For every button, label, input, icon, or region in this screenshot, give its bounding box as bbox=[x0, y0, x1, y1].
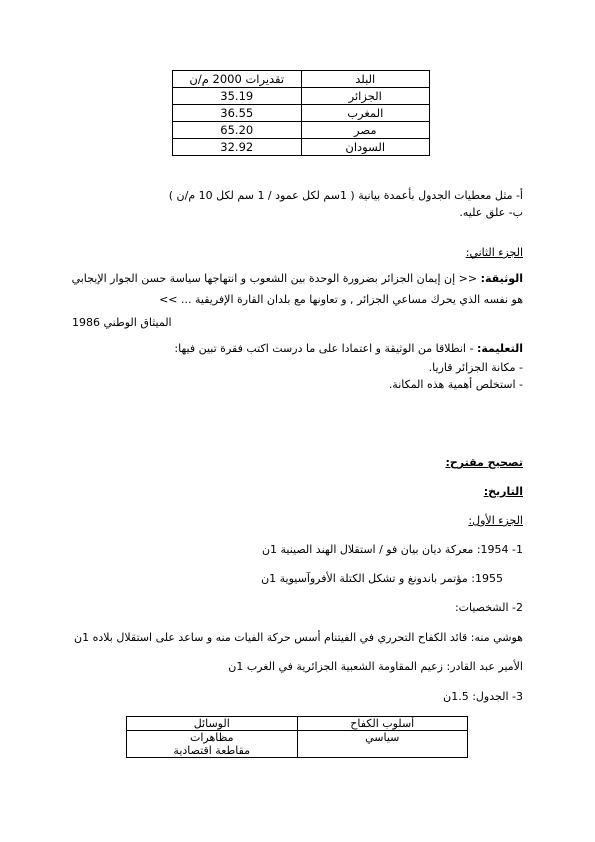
instruction-label: التعليمة: bbox=[476, 342, 523, 355]
question-a: أ- مثل معطيات الجدول بأعمدة بيانية ( 1سم لكل عمود / 1 سم لكل 10 م/ن ) bbox=[168, 189, 523, 202]
table-cell bbox=[297, 731, 468, 758]
history-heading: التاريخ: bbox=[483, 485, 523, 498]
instruction-line bbox=[174, 342, 523, 355]
struggle-table bbox=[126, 716, 468, 758]
table-header-cell: أسلوب الكفاح bbox=[297, 717, 468, 731]
answer1-line-2: 1955: مؤتمر باندونغ و تشكل الكتلة الأفروآسيوية 1ن bbox=[261, 572, 503, 585]
table-row bbox=[173, 122, 430, 139]
table-header-cell: البلد bbox=[301, 71, 430, 88]
document-text-1: << إن إيمان الجزائر بضرورة الوحدة بين الشعوب و انتهاجها سياسة حسن الجوار الإيجابي bbox=[71, 272, 478, 285]
answer2-heading: 2- الشخصيات: bbox=[454, 601, 523, 614]
table-cell bbox=[127, 731, 298, 758]
table-cell: 32.92 bbox=[173, 139, 302, 156]
table-cell: المغرب bbox=[301, 105, 430, 122]
correction-heading: تصحيح مقترح: bbox=[445, 456, 523, 469]
population-table bbox=[172, 70, 430, 156]
table-cell: 65.20 bbox=[173, 122, 302, 139]
part1-heading: الجزء الأول: bbox=[468, 514, 523, 527]
document-line-1 bbox=[72, 272, 523, 285]
instruction-item-2: - استخلص أهمية هذه المكانة. bbox=[388, 378, 523, 391]
table-cell: 36.55 bbox=[173, 105, 302, 122]
table-row bbox=[173, 88, 430, 105]
answer2-line-2: الأمير عبد القادر: زعيم المقاومة الشعبية الجزائرية في الغرب 1ن bbox=[228, 660, 523, 673]
table-header-row bbox=[127, 717, 468, 731]
table-cell: الجزائر bbox=[301, 88, 430, 105]
document-source: الميثاق الوطني 1986 bbox=[72, 316, 172, 329]
answer2-line-1: هوشي منه: قائد الكفاح التحرري في الفيتنام أسس حركة الفيات منه و ساعد على استقلال بلاده 1ن bbox=[74, 631, 523, 644]
question-b: ب- علق عليه. bbox=[459, 206, 523, 219]
document-label: الوثيقة: bbox=[480, 272, 523, 285]
table-row bbox=[127, 731, 468, 758]
cell-line: سياسي bbox=[365, 731, 400, 744]
instruction-item-1: - مكانة الجزائر قاريا. bbox=[428, 361, 523, 374]
part2-heading: الجزء الثاني: bbox=[465, 246, 523, 259]
table-header-cell: تقديرات 2000 م/ن bbox=[173, 71, 302, 88]
table-header-row bbox=[173, 71, 430, 88]
table-row bbox=[173, 139, 430, 156]
table-cell: مصر bbox=[301, 122, 430, 139]
table-cell: السودان bbox=[301, 139, 430, 156]
cell-line: مقاطعة اقتصادية bbox=[173, 744, 251, 757]
answer3-heading: 3- الجدول: 1.5ن bbox=[443, 690, 523, 703]
cell-line: مظاهرات bbox=[189, 731, 234, 744]
table-cell: 35.19 bbox=[173, 88, 302, 105]
answer1-line-1: 1- 1954: معركة ديان بيان فو / استقلال الهند الصينية 1ن bbox=[261, 543, 523, 556]
document-line-2: هو نفسه الذي يحرك مساعي الجزائر , و تعاونها مع بلدان القارة الإفريقية ... >> bbox=[159, 293, 523, 306]
table-header-cell: الوسائل bbox=[127, 717, 298, 731]
table-row bbox=[173, 105, 430, 122]
instruction-text: - انطلاقا من الوثيقة و اعتمادا على ما درست اكتب فقرة تبين فيها: bbox=[174, 342, 474, 355]
